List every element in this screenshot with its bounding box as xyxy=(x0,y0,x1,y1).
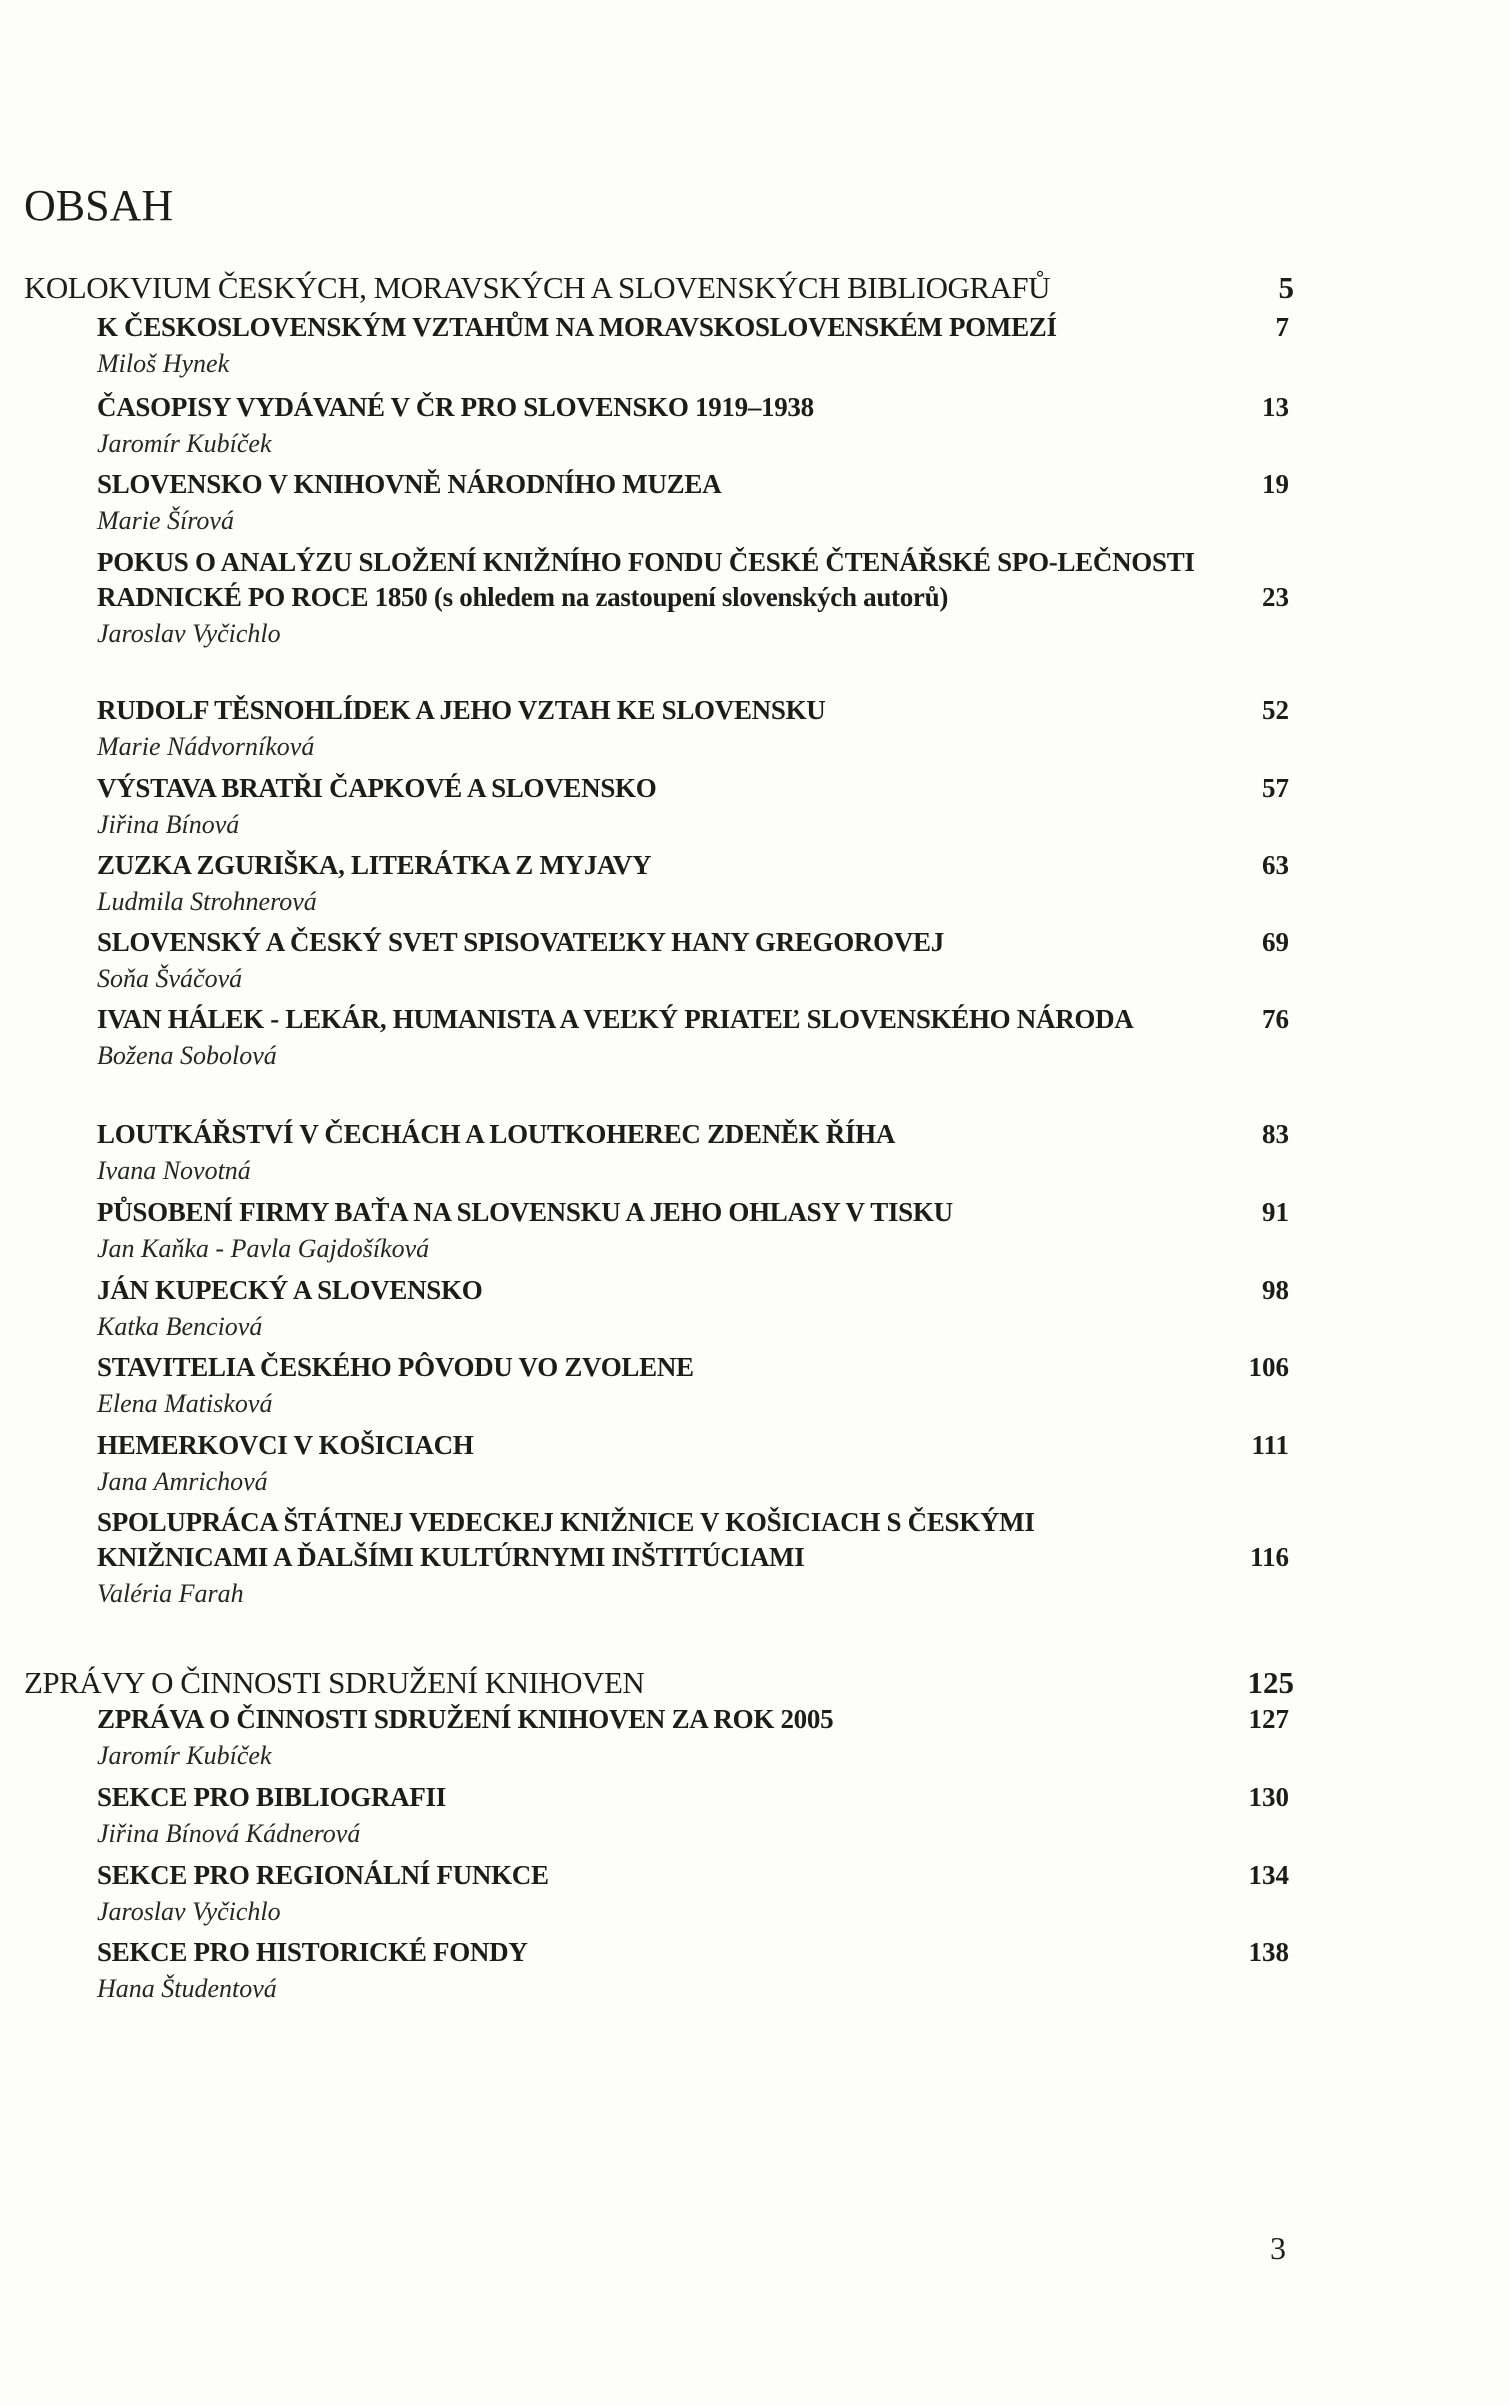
entry-author: Hana Študentová xyxy=(97,1974,277,2003)
entry-title: SEKCE PRO REGIONÁLNÍ FUNKCE xyxy=(97,1860,549,1890)
entry-author: Valéria Farah xyxy=(97,1579,244,1608)
toc-entry xyxy=(97,1505,1289,1613)
entry-title: PŮSOBENÍ FIRMY BAŤA NA SLOVENSKU A JEHO OHLASY V TISKU xyxy=(97,1197,953,1227)
section-page-number: 5 xyxy=(1278,270,1294,305)
entry-author: Miloš Hynek xyxy=(97,349,230,378)
entry-author: Jaroslav Vyčichlo xyxy=(97,1897,281,1926)
section-title-text: KOLOKVIUM ČESKÝCH, MORAVSKÝCH A SLOVENSKÝCH BIBLIOGRAFŮ xyxy=(24,270,1051,305)
toc-entry xyxy=(97,1002,1289,1075)
entry-author: Jaromír Kubíček xyxy=(97,429,272,458)
toc-entry xyxy=(97,390,1289,463)
entry-author: Elena Matisková xyxy=(97,1389,273,1418)
toc-entry xyxy=(97,1780,1289,1853)
entry-title: RUDOLF TĚSNOHLÍDEK A JEHO VZTAH KE SLOVENSKU xyxy=(97,695,826,725)
entry-title: LOUTKÁŘSTVÍ V ČECHÁCH A LOUTKOHEREC ZDENĚK ŘÍHA xyxy=(97,1119,896,1149)
entry-page-number: 76 xyxy=(1262,1004,1289,1034)
entry-title: ZUZKA ZGURIŠKA, LITERÁTKA Z MYJAVY xyxy=(97,850,652,880)
entry-page-number: 52 xyxy=(1262,695,1289,725)
entry-title: HEMERKOVCI V KOŠICIACH xyxy=(97,1430,474,1460)
entry-author: Jan Kaňka - Pavla Gajdošíková xyxy=(97,1234,430,1263)
entry-page-number: 130 xyxy=(1248,1782,1289,1812)
entry-page-number: 98 xyxy=(1262,1275,1289,1305)
entry-page-number: 19 xyxy=(1262,469,1289,499)
entry-page-number: 83 xyxy=(1262,1119,1289,1149)
entry-title: SLOVENSKO V KNIHOVNĚ NÁRODNÍHO MUZEA xyxy=(97,469,722,499)
entry-author: Marie Nádvorníková xyxy=(97,732,315,761)
toc-entry xyxy=(97,545,1289,653)
entry-page-number: 116 xyxy=(1249,1542,1289,1572)
entry-title: JÁN KUPECKÝ A SLOVENSKO xyxy=(97,1275,483,1305)
toc-entry xyxy=(97,925,1289,998)
entry-author: Jana Amrichová xyxy=(97,1467,268,1496)
entry-page-number: 106 xyxy=(1248,1352,1289,1382)
entry-title: VÝSTAVA BRATŘI ČAPKOVÉ A SLOVENSKO xyxy=(97,773,657,803)
entry-title: ZPRÁVA O ČINNOSTI SDRUŽENÍ KNIHOVEN ZA ROK 2005 xyxy=(97,1704,834,1734)
toc-entry xyxy=(97,1273,1289,1346)
toc-entry xyxy=(97,1935,1289,2008)
entry-author: Jiřina Bínová xyxy=(97,810,240,839)
entry-page-number: 111 xyxy=(1251,1430,1289,1460)
toc-entry xyxy=(97,1428,1289,1501)
toc-entry xyxy=(97,1702,1289,1775)
entry-title: SEKCE PRO HISTORICKÉ FONDY xyxy=(97,1937,528,1967)
entry-author: Jaromír Kubíček xyxy=(97,1741,272,1770)
entry-page-number: 23 xyxy=(1262,582,1289,612)
toc-entry xyxy=(97,1195,1289,1268)
entry-author: Soňa Šváčová xyxy=(97,964,243,993)
toc-entry xyxy=(97,1858,1289,1931)
page-folio: 3 xyxy=(1270,2230,1286,2266)
toc-entry xyxy=(97,310,1289,383)
toc-entry xyxy=(97,771,1289,844)
section-title-text: ZPRÁVY O ČINNOSTI SDRUŽENÍ KNIHOVEN xyxy=(24,1665,645,1700)
entry-page-number: 7 xyxy=(1275,312,1289,342)
section-page-number: 125 xyxy=(1247,1665,1294,1700)
entry-title: SEKCE PRO BIBLIOGRAFII xyxy=(97,1782,446,1812)
entry-author: Božena Sobolová xyxy=(97,1041,277,1070)
entry-page-number: 69 xyxy=(1262,927,1289,957)
entry-title: STAVITELIA ČESKÉHO PÔVODU VO ZVOLENE xyxy=(97,1352,694,1382)
entry-author: Ludmila Strohnerová xyxy=(97,887,317,916)
entry-author: Ivana Novotná xyxy=(97,1156,251,1185)
toc-entry xyxy=(97,1350,1289,1423)
entry-title: ČASOPISY VYDÁVANÉ V ČR PRO SLOVENSKO 1919–1938 xyxy=(97,392,814,422)
page-heading: OBSAH xyxy=(24,181,174,230)
section-title xyxy=(24,1665,1294,1701)
toc-entry xyxy=(97,848,1289,921)
toc-entry xyxy=(97,467,1289,540)
entry-author: Jiřina Bínová Kádnerová xyxy=(97,1819,361,1848)
entry-author: Katka Benciová xyxy=(97,1312,263,1341)
entry-page-number: 63 xyxy=(1262,850,1289,880)
entry-title: K ČESKOSLOVENSKÝM VZTAHŮM NA MORAVSKOSLOVENSKÉM POMEZÍ xyxy=(97,312,1057,342)
entry-page-number: 91 xyxy=(1262,1197,1289,1227)
entry-page-number: 57 xyxy=(1262,773,1289,803)
entry-page-number: 134 xyxy=(1248,1860,1289,1890)
toc-entry xyxy=(97,693,1289,766)
entry-title: SPOLUPRÁCA ŠTÁTNEJ VEDECKEJ KNIŽNICE V KOŠICIACH S ČESKÝMI KNIŽNICAMI A ĎALŠÍMI KULTÚRNYMI INŠTITÚCIAMI xyxy=(97,1507,1035,1572)
entry-page-number: 138 xyxy=(1248,1937,1289,1967)
entry-page-number: 127 xyxy=(1248,1704,1289,1734)
entry-author: Marie Šírová xyxy=(97,506,234,535)
toc-entry xyxy=(97,1117,1289,1190)
entry-title: SLOVENSKÝ A ČESKÝ SVET SPISOVATEĽKY HANY GREGOROVEJ xyxy=(97,927,944,957)
entry-author: Jaroslav Vyčichlo xyxy=(97,619,281,648)
entry-title: IVAN HÁLEK - LEKÁR, HUMANISTA A VEĽKÝ PRIATEĽ SLOVENSKÉHO NÁRODA xyxy=(97,1004,1134,1034)
section-title xyxy=(24,270,1294,306)
entry-page-number: 13 xyxy=(1262,392,1289,422)
entry-title: POKUS O ANALÝZU SLOŽENÍ KNIŽNÍHO FONDU ČESKÉ ČTENÁŘSKÉ SPO-LEČNOSTI RADNICKÉ PO ROCE 1850 (s ohledem na zastoupení slovenských autorů) xyxy=(97,547,1195,612)
